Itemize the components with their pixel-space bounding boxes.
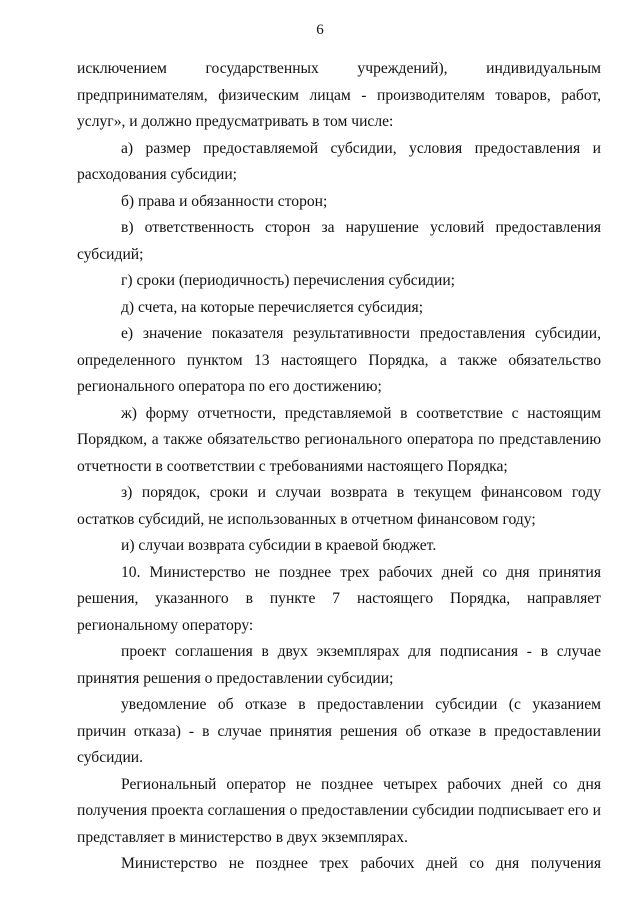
document-body bbox=[77, 56, 601, 878]
paragraph-draft-agreement: проект соглашения в двух экземплярах для подписания - в случае принятия решения о предоставлении субсидии; bbox=[77, 643, 601, 687]
paragraph-item-d: д) счета, на которые перечисляется субсидия; bbox=[121, 298, 424, 316]
paragraph-item-z: з) порядок, сроки и случаи возврата в текущем финансовом году остатков субсидий, не использованных в отчетном финансовом году; bbox=[77, 484, 601, 528]
paragraph-refusal-notice: уведомление об отказе в предоставлении субсидии (с указанием причин отказа) - в случае принятия решения об отказе в предоставлении субсидии. bbox=[77, 696, 601, 766]
page-number: 6 bbox=[316, 22, 324, 38]
paragraph-item-zh: ж) форму отчетности, представляемой в соответствие с настоящим Порядком, а также обязательство регионального оператора по представлению отчетности в соответствии с требованиями настоящего Порядка; bbox=[77, 404, 601, 475]
paragraph-item-b: б) права и обязанности сторон; bbox=[121, 192, 328, 210]
paragraph-continuation: исключением государственных учреждений), индивидуальным предпринимателям, физическим лицам - производителям товаров, работ, услуг», и должно предусматривать в том числе: bbox=[77, 60, 601, 130]
paragraph-item-e: е) значение показателя результативности предоставления субсидии, определенного пунктом 13 настоящего Порядка, а также обязательство регионального оператора по его достижению; bbox=[77, 325, 601, 395]
paragraph-item-v: в) ответственность сторон за нарушение условий предоставления субсидий; bbox=[77, 219, 601, 263]
paragraph-item-i: и) случаи возврата субсидии в краевой бюджет. bbox=[121, 537, 437, 554]
paragraph-item-g: г) сроки (периодичность) перечисления субсидии; bbox=[121, 272, 455, 289]
paragraph-regional-operator: Региональный оператор не позднее четырех рабочих дней со дня получения проекта соглашения о предоставлении субсидии подписывает его и представляет в министерство в двух экземплярах. bbox=[77, 775, 601, 846]
paragraph-item-a: а) размер предоставляемой субсидии, условия предоставления и расходования субсидии; bbox=[77, 139, 601, 183]
paragraph-ministry-tail: Министерство не позднее трех рабочих дней со дня получения bbox=[121, 855, 601, 872]
paragraph-clause-10: 10. Министерство не позднее трех рабочих дней со дня принятия решения, указанного в пункте 7 настоящего Порядка, направляет региональному оператору: bbox=[77, 563, 601, 634]
